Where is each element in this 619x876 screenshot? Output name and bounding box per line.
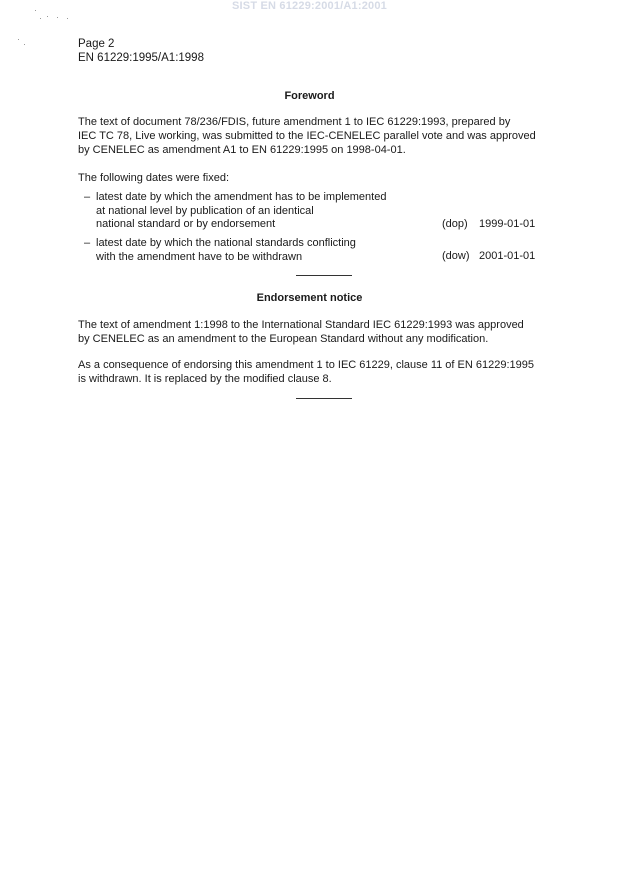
date-item-text: with the amendment have to be withdrawn — [96, 250, 303, 263]
end-divider — [296, 398, 352, 399]
date-item-text: at national level by publication of an identical — [96, 204, 314, 217]
document-reference: EN 61229:1995/A1:1998 — [78, 52, 204, 64]
foreword-line: The text of document 78/236/FDIS, future amendment 1 to IEC 61229:1993, prepared by — [78, 116, 511, 128]
endorsement-line: is withdrawn. It is replaced by the modified clause 8. — [78, 373, 332, 385]
dop-date: 1999-01-01 — [479, 218, 536, 230]
list-dash: – — [84, 237, 91, 249]
foreword-heading: Foreword — [284, 90, 335, 102]
endorsement-line: by CENELEC as an amendment to the European Standard without any modification. — [78, 333, 489, 345]
dow-code: (dow) — [442, 250, 470, 262]
list-dash: – — [84, 191, 91, 203]
page-header — [78, 37, 204, 65]
dates-intro: The following dates were fixed: — [78, 172, 230, 184]
endorsement-paragraph-2 — [78, 358, 568, 386]
dop-code: (dop) — [442, 218, 468, 230]
foreword-line: IEC TC 78, Live working, was submitted to the IEC-CENELEC parallel vote and was approved — [78, 130, 536, 142]
endorsement-line: The text of amendment 1:1998 to the International Standard IEC 61229:1993 was approved — [78, 319, 524, 331]
foreword-paragraph — [78, 115, 568, 157]
endorsement-paragraph-1 — [78, 318, 568, 346]
endorsement-heading: Endorsement notice — [256, 292, 363, 304]
date-item-text: latest date by which the amendment has to be implemented — [96, 191, 387, 203]
date-item-text: latest date by which the national standards conflicting — [96, 237, 356, 249]
page-number: Page 2 — [78, 38, 115, 50]
section-divider — [296, 275, 352, 276]
dow-date: 2001-01-01 — [479, 250, 536, 262]
foreword-line: by CENELEC as amendment A1 to EN 61229:1995 on 1998-04-01. — [78, 144, 406, 156]
watermark-text: SIST EN 61229:2001/A1:2001 — [231, 0, 388, 12]
endorsement-line: As a consequence of endorsing this amendment 1 to IEC 61229, clause 11 of EN 61229:1995 — [78, 359, 534, 371]
date-item-text: national standard or by endorsement — [96, 218, 276, 230]
